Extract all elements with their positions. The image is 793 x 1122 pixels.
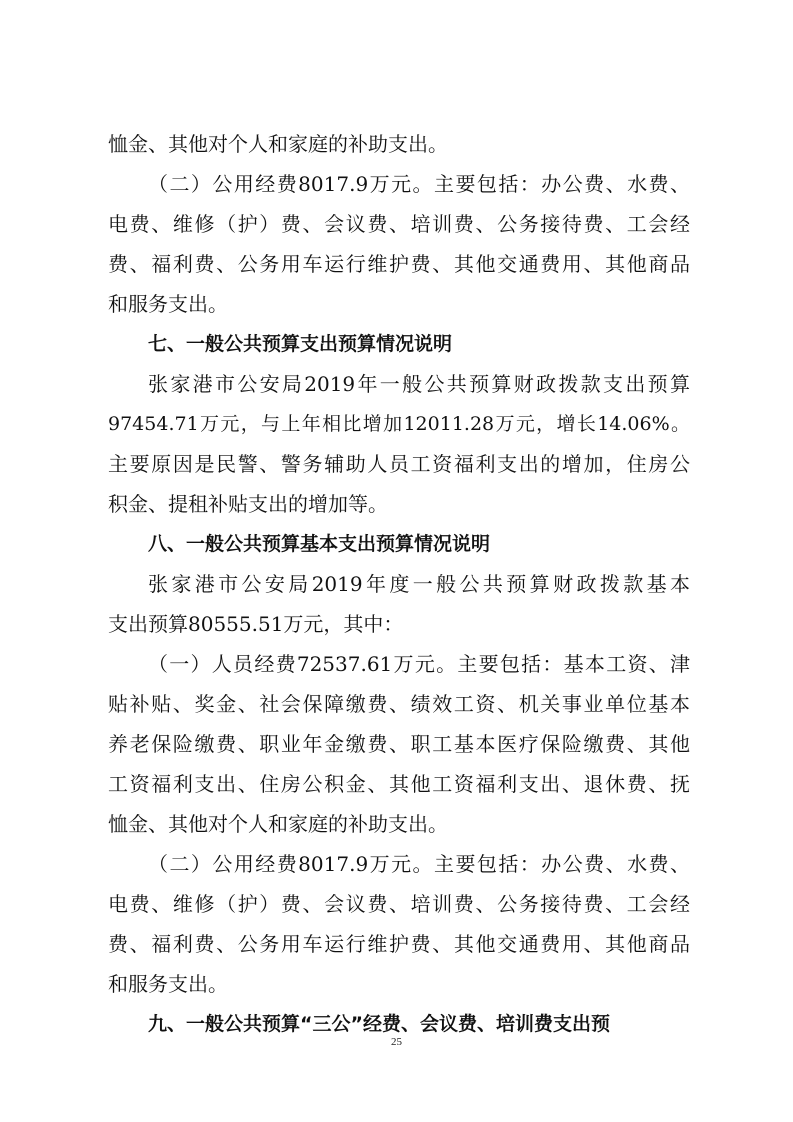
paragraph-line: 支出预算80555.51万元，其中： (108, 612, 404, 636)
paragraph-line: 费、福利费、公务用车运行维护费、其他交通费用、其他商品 (108, 932, 690, 956)
paragraph-line: 主要原因是民警、警务辅助人员工资福利支出的增加，住房公 (108, 452, 690, 476)
paragraph-line: 和服务支出。 (108, 292, 228, 316)
section-heading-eight: 八、一般公共预算基本支出预算情况说明 (148, 533, 491, 555)
paragraph-line: 恤金、其他对个人和家庭的补助支出。 (108, 132, 448, 156)
paragraph-line: （二）公用经费8017.9万元。主要包括：办公费、水费、 (148, 172, 690, 196)
paragraph-line: 张家港市公安局2019年一般公共预算财政拨款支出预算 (148, 372, 690, 396)
page-number: 25 (391, 1036, 402, 1048)
paragraph-line: 电费、维修（护）费、会议费、培训费、公务接待费、工会经 (108, 892, 690, 916)
paragraph-line: 电费、维修（护）费、会议费、培训费、公务接待费、工会经 (108, 212, 690, 236)
paragraph-line: 和服务支出。 (108, 972, 228, 996)
paragraph-line: 97454.71万元，与上年相比增加12011.28万元，增长14.06%。 (108, 413, 690, 435)
section-heading-nine: 九、一般公共预算“三公”经费、会议费、培训费支出预 (148, 1013, 610, 1035)
paragraph-line: 贴补贴、奖金、社会保障缴费、绩效工资、机关事业单位基本 (108, 692, 690, 716)
paragraph-line: 费、福利费、公务用车运行维护费、其他交通费用、其他商品 (108, 252, 690, 276)
paragraph-line: （一）人员经费72537.61万元。主要包括：基本工资、津 (148, 652, 690, 676)
paragraph-line: 张家港市公安局2019年度一般公共预算财政拨款基本 (148, 572, 690, 596)
paragraph-line: 恤金、其他对个人和家庭的补助支出。 (108, 812, 448, 836)
paragraph-line: 养老保险缴费、职业年金缴费、职工基本医疗保险缴费、其他 (108, 732, 690, 756)
paragraph-line: 积金、提租补贴支出的增加等。 (108, 492, 388, 516)
section-heading-seven: 七、一般公共预算支出预算情况说明 (148, 333, 453, 355)
paragraph-line: （二）公用经费8017.9万元。主要包括：办公费、水费、 (148, 852, 690, 876)
paragraph-line: 工资福利支出、住房公积金、其他工资福利支出、退休费、抚 (108, 772, 690, 796)
